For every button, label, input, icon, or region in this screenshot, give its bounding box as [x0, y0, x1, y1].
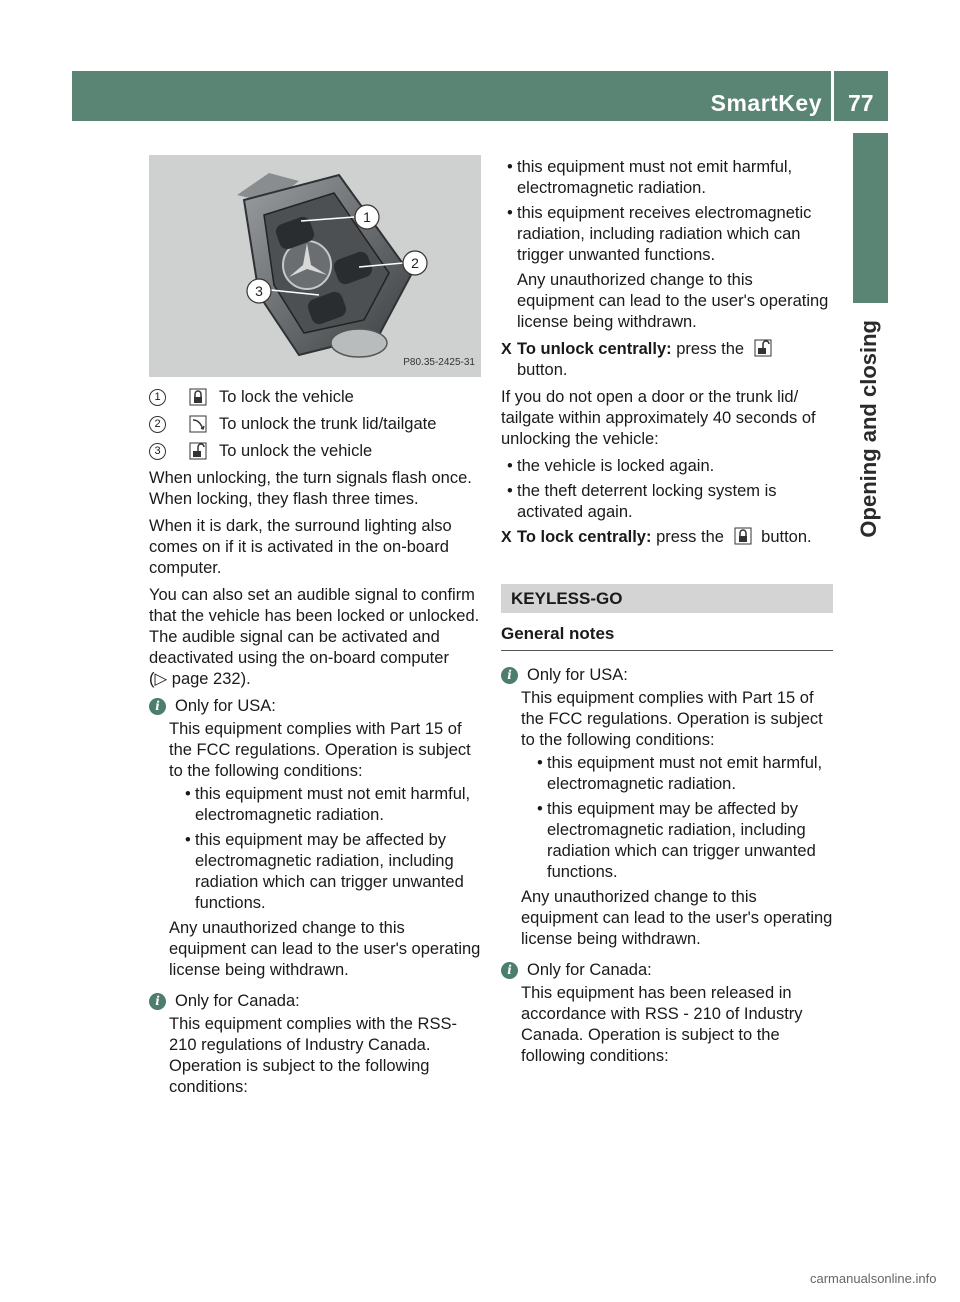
- site-watermark: carmanualsonline.info: [810, 1271, 937, 1286]
- callout-2: 2: [411, 255, 419, 271]
- legend-number: 3: [149, 443, 166, 460]
- note-bullet: • this equipment must not emit harmful, electromagnetic radiation.: [531, 753, 833, 795]
- legend-number: 1: [149, 389, 166, 406]
- note-body: This equipment complies with Part 15 of the FCC regulations. Operation is subject to the following conditions:: [169, 720, 471, 780]
- audible-text: You can also set an audible signal to confirm that the vehicle has been locked or unlocked. The audible signal can be activated and deactivated using the on-board computer: [149, 586, 480, 667]
- legend-text: To unlock the vehicle: [219, 442, 373, 460]
- note-bullet: • this equipment must not emit harmful, electromagnetic radiation.: [179, 784, 481, 826]
- signal-paragraph: When unlocking, the turn signals flash once. When locking, they flash three times.: [149, 469, 472, 508]
- note-heading: Only for USA:: [175, 697, 276, 715]
- note-body: This equipment complies with the RSS-210 regulations of Industry Canada. Operation is subject to the following conditions:: [169, 1015, 457, 1096]
- info-icon: i: [149, 993, 166, 1010]
- header-separator: [831, 71, 834, 121]
- list-item: • the vehicle is locked again.: [501, 456, 833, 477]
- legend-number: 2: [149, 416, 166, 433]
- note-tail: Any unauthorized change to this equipment can lead to the user's operating license being withdrawn.: [169, 919, 481, 979]
- callout-1: 1: [363, 209, 371, 225]
- smartkey-illustration: [149, 155, 481, 377]
- legend-item-trunk: [149, 414, 481, 435]
- usa-note: [501, 665, 833, 950]
- audible-paragraph: [149, 585, 481, 690]
- info-icon: i: [149, 698, 166, 715]
- callout-3: 3: [255, 283, 263, 299]
- note-body: This equipment has been released in accordance with RSS - 210 of Industry Canada. Operation is subject to the following conditions:: [521, 984, 803, 1065]
- info-icon: i: [501, 667, 518, 684]
- note-heading: Only for Canada:: [527, 961, 652, 979]
- list-item: • this equipment must not emit harmful, electromagnetic radiation.: [501, 157, 833, 199]
- chapter-tab: [853, 133, 888, 303]
- unlock-icon: [189, 442, 207, 460]
- trunk-icon: [189, 415, 207, 433]
- step-text: press the: [656, 528, 724, 546]
- list-item: • the theft deterrent locking system is activated again.: [501, 481, 833, 523]
- usa-note: [149, 696, 481, 981]
- note-heading: Only for USA:: [527, 666, 628, 684]
- legend-item-lock: [149, 387, 481, 408]
- step-label: To unlock centrally:: [517, 340, 672, 358]
- figure-code: P80.35-2425-31: [403, 357, 475, 368]
- subsection-heading: General notes: [501, 623, 833, 651]
- legend-text: To lock the vehicle: [219, 388, 354, 406]
- step-marker-icon: X: [501, 341, 512, 358]
- right-column: [501, 155, 833, 1073]
- smartkey-figure: [149, 155, 481, 377]
- lighting-paragraph: When it is dark, the surround lighting also comes on if it is activated in the on-board computer.: [149, 517, 452, 577]
- warning-tail: Any unauthorized change to this equipment can lead to the user's operating license being withdrawn.: [517, 271, 829, 331]
- lock-icon: [733, 527, 753, 545]
- unlock-icon: [753, 339, 773, 357]
- page-number: 77: [848, 90, 874, 116]
- legend-item-unlock: [149, 441, 481, 462]
- chapter-label-text: Opening and closing: [856, 320, 881, 538]
- canada-note: [501, 960, 833, 1067]
- info-icon: i: [501, 962, 518, 979]
- list-item: • this equipment receives electromagnetic radiation, including radiation which can trigger unwanted functions.: [501, 203, 833, 266]
- canada-note: [149, 991, 481, 1098]
- step-text: button.: [517, 361, 568, 379]
- step-label: To lock centrally:: [517, 528, 652, 546]
- step-text: press the: [676, 340, 745, 358]
- note-bullet: • this equipment may be affected by electromagnetic radiation, including radiation which can trigger unwanted functions.: [531, 799, 833, 883]
- step-marker-icon: X: [501, 529, 512, 546]
- page-reference-link[interactable]: (▷ page 232).: [149, 670, 251, 688]
- lock-icon: [189, 388, 207, 406]
- step-text: button.: [761, 528, 812, 546]
- note-bullet: • this equipment may be affected by electromagnetic radiation, including radiation which can trigger unwanted functions.: [179, 830, 481, 914]
- note-body: This equipment complies with Part 15 of the FCC regulations. Operation is subject to the following conditions:: [521, 689, 823, 749]
- unlock-centrally-step: [501, 339, 833, 381]
- lock-centrally-step: [501, 527, 833, 548]
- legend-text: To unlock the trunk lid/tailgate: [219, 415, 437, 433]
- section-heading: KEYLESS-GO: [501, 584, 833, 613]
- note-tail: Any unauthorized change to this equipment can lead to the user's operating license being withdrawn.: [521, 888, 833, 948]
- page-title: SmartKey: [710, 90, 822, 116]
- left-column: [149, 155, 481, 1104]
- note-heading: Only for Canada:: [175, 992, 300, 1010]
- relock-paragraph: If you do not open a door or the trunk lid/ tailgate within approximately 40 seconds of unlocking the vehicle:: [501, 388, 816, 448]
